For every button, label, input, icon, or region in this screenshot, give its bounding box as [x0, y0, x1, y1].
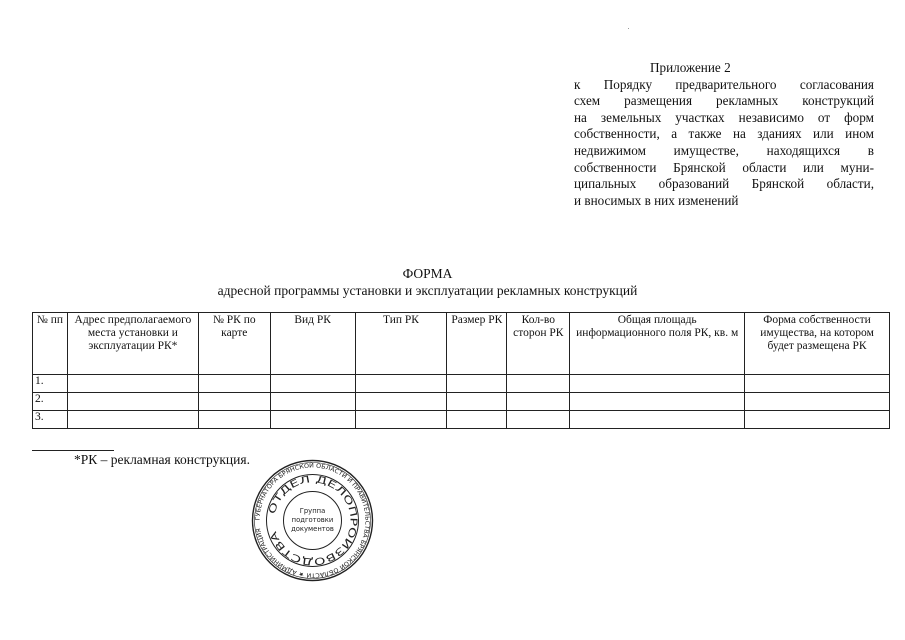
table-cell [745, 411, 890, 429]
table-cell: 3. [33, 411, 68, 429]
table-cell [270, 393, 355, 411]
header-cell: Адрес предполагаемого места установки и эксплуатации РК* [67, 313, 198, 375]
table-header-row [33, 313, 890, 375]
appendix-line: и вносимых в них изменений [574, 192, 739, 208]
appendix-block [574, 60, 874, 209]
appendix-line: собственности Брянской области или муни- [574, 159, 874, 175]
table-cell [270, 411, 355, 429]
table-cell [507, 375, 570, 393]
footnote-rule [32, 450, 114, 451]
table-cell [447, 411, 507, 429]
table-cell [198, 393, 270, 411]
table-cell [507, 393, 570, 411]
table-cell [570, 411, 745, 429]
table-cell [745, 375, 890, 393]
table-cell [447, 375, 507, 393]
header-cell: Форма собственности имущества, на котором будет размещена РК [745, 313, 890, 375]
header-cell: Кол-во сторон РК [507, 313, 570, 375]
scan-speck [628, 28, 629, 29]
table-cell [355, 393, 447, 411]
appendix-line: собственности, а также на зданиях или ином [574, 126, 874, 142]
header-cell: Тип РК [355, 313, 447, 375]
table-row [33, 375, 890, 393]
footnote: *РК – рекламная конструкция. [74, 452, 250, 467]
table-cell [198, 411, 270, 429]
table-cell [355, 375, 447, 393]
form-subtitle: адресной программы установки и эксплуатации рекламных конструкций [217, 283, 638, 298]
stamp-inner-text: ОТДЕЛ ДЕЛОПРОИЗВОДСТВА [266, 474, 359, 567]
table-row [33, 411, 890, 429]
appendix-line: к Порядку предварительного согласования [574, 76, 874, 92]
table-cell [507, 411, 570, 429]
table-cell [570, 375, 745, 393]
appendix-line: схем размещения рекламных конструкций [574, 93, 874, 109]
stamp-center-line: Группа [299, 507, 326, 515]
stamp-center-line: подготовки [291, 516, 334, 524]
table-cell [67, 375, 198, 393]
header-cell: Размер РК [447, 313, 507, 375]
table-cell [67, 411, 198, 429]
stamp-outer-text: ГУБЕРНАТОРА БРЯНСКОЙ ОБЛАСТИ И ПРАВИТЕЛЬСТВА БРЯНСКОЙ ОБЛАСТИ ★ АДМИНИСТРАЦИЯ [254, 462, 371, 579]
table-cell [447, 393, 507, 411]
table-cell [355, 411, 447, 429]
stamp-center-line: документов [291, 525, 334, 533]
table-cell [745, 393, 890, 411]
header-cell: Вид РК [270, 313, 355, 375]
header-cell: № РК по карте [198, 313, 270, 375]
appendix-line: на земельных участках независимо от форм [574, 109, 874, 125]
table-cell [570, 393, 745, 411]
address-program-table [32, 312, 890, 429]
header-cell: № пп [33, 313, 68, 375]
table-cell: 2. [33, 393, 68, 411]
form-title: ФОРМА [402, 266, 453, 281]
appendix-line: недвижимом имуществе, находящихся в [574, 142, 874, 158]
table-row [33, 393, 890, 411]
header-cell: Общая площадь информационного поля РК, кв. м [570, 313, 745, 375]
department-stamp [250, 458, 375, 583]
table-cell [270, 375, 355, 393]
appendix-number: Приложение 2 [650, 60, 731, 75]
table-cell: 1. [33, 375, 68, 393]
table-cell [198, 375, 270, 393]
appendix-line: ципальных образований Брянской области, [574, 176, 874, 192]
table-cell [67, 393, 198, 411]
